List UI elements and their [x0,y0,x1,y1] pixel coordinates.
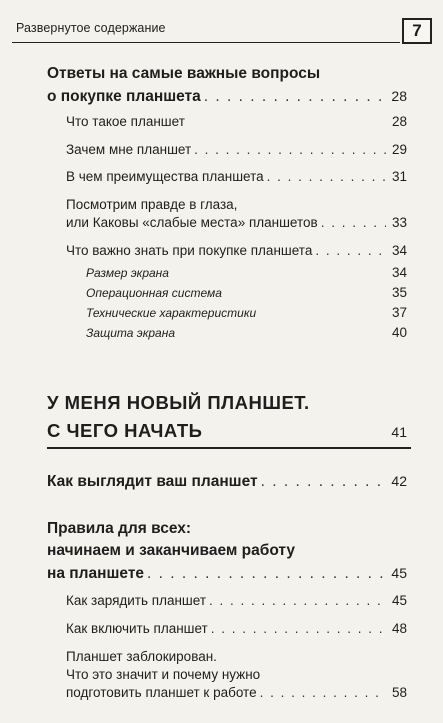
toc-page-number: 28 [391,88,407,104]
toc-item[interactable] [66,113,407,131]
toc-page-number: 48 [391,621,407,636]
toc-item-title-line3: подготовить планшет к работе [66,685,257,700]
toc-item[interactable] [66,242,407,260]
toc-page-number: 45 [391,565,407,581]
toc-section-title-line1: Ответы на самые важные вопросы [47,65,321,82]
toc-section-2[interactable] [47,470,407,493]
toc-item-title-line2: Что это значит и почему нужно [66,667,261,682]
toc-item-title: В чем преимущества планшета [66,169,264,184]
toc-page-number: 35 [391,285,407,300]
chapter-title-line1: У МЕНЯ НОВЫЙ ПЛАНШЕТ. [47,392,310,413]
toc-page-number: 31 [391,169,407,184]
toc-item[interactable] [66,620,407,638]
toc-section-title-line3: на планшете [47,565,145,582]
toc-subitem[interactable] [86,285,407,301]
toc-item-title-line2: или Каковы «слабые места» планшетов [66,215,318,230]
toc-section-title-line2: начинаем и заканчиваем работу [47,542,295,559]
dot-leader [321,214,386,232]
toc-page-number: 34 [391,265,407,280]
toc-page-number: 42 [391,473,407,489]
toc-page-number: 34 [391,243,407,258]
dot-leader [194,141,386,159]
toc-page-number: 33 [391,215,407,230]
page-header [6,18,436,42]
toc-subitem-title: Защита экрана [86,326,175,340]
toc-item[interactable] [66,196,407,232]
header-rule [12,42,400,43]
chapter-title-line2: С ЧЕГО НАЧАТЬ [47,420,203,441]
toc-section-title-line2: о покупке планшета [47,88,201,105]
dot-leader [261,471,386,493]
toc-section-1[interactable] [47,63,407,108]
toc-subitem[interactable] [86,325,407,341]
toc-item-title: Как зарядить планшет [66,593,207,608]
toc-item[interactable] [66,141,407,159]
dot-leader [209,592,386,610]
toc-item[interactable] [66,648,407,702]
dot-leader [211,620,386,638]
toc-page-number: 29 [391,142,407,157]
toc-page-number: 45 [391,593,407,608]
toc-item-title: Что такое планшет [66,114,185,129]
chapter-rule [47,447,411,449]
toc-page-number: 28 [391,114,407,129]
toc-item[interactable] [66,168,407,186]
toc-section-title: Как выглядит ваш планшет [47,473,258,490]
toc-page-number: 41 [391,424,407,440]
toc-subitem[interactable] [86,305,407,321]
toc-subitem-title: Размер экрана [86,266,169,280]
toc-chapter[interactable] [47,389,407,446]
toc-item[interactable] [66,592,407,610]
toc-subitem-title: Операционная система [86,286,222,300]
toc-subitem-title: Технические характеристики [86,306,257,320]
page-number-box: 7 [402,18,432,44]
toc-item-title-line1: Планшет заблокирован. [66,649,217,664]
running-header-title: Развернутое содержание [16,21,166,35]
toc-page-number: 37 [391,305,407,320]
toc-item-title-line1: Посмотрим правде в глаза, [66,197,238,212]
toc-item-title: Зачем мне планшет [66,142,192,157]
dot-leader [260,684,386,702]
toc-subitem[interactable] [86,265,407,281]
toc-section-3[interactable] [47,518,407,585]
dot-leader [147,563,386,585]
toc-section-title-line1: Правила для всех: [47,520,192,537]
toc-item-title: Как включить планшет [66,621,208,636]
dot-leader [267,168,386,186]
dot-leader [315,242,386,260]
dot-leader [204,86,386,108]
toc-page-number: 58 [391,685,407,700]
toc-page-number: 40 [391,325,407,340]
toc-item-title: Что важно знать при покупке планшета [66,243,313,258]
